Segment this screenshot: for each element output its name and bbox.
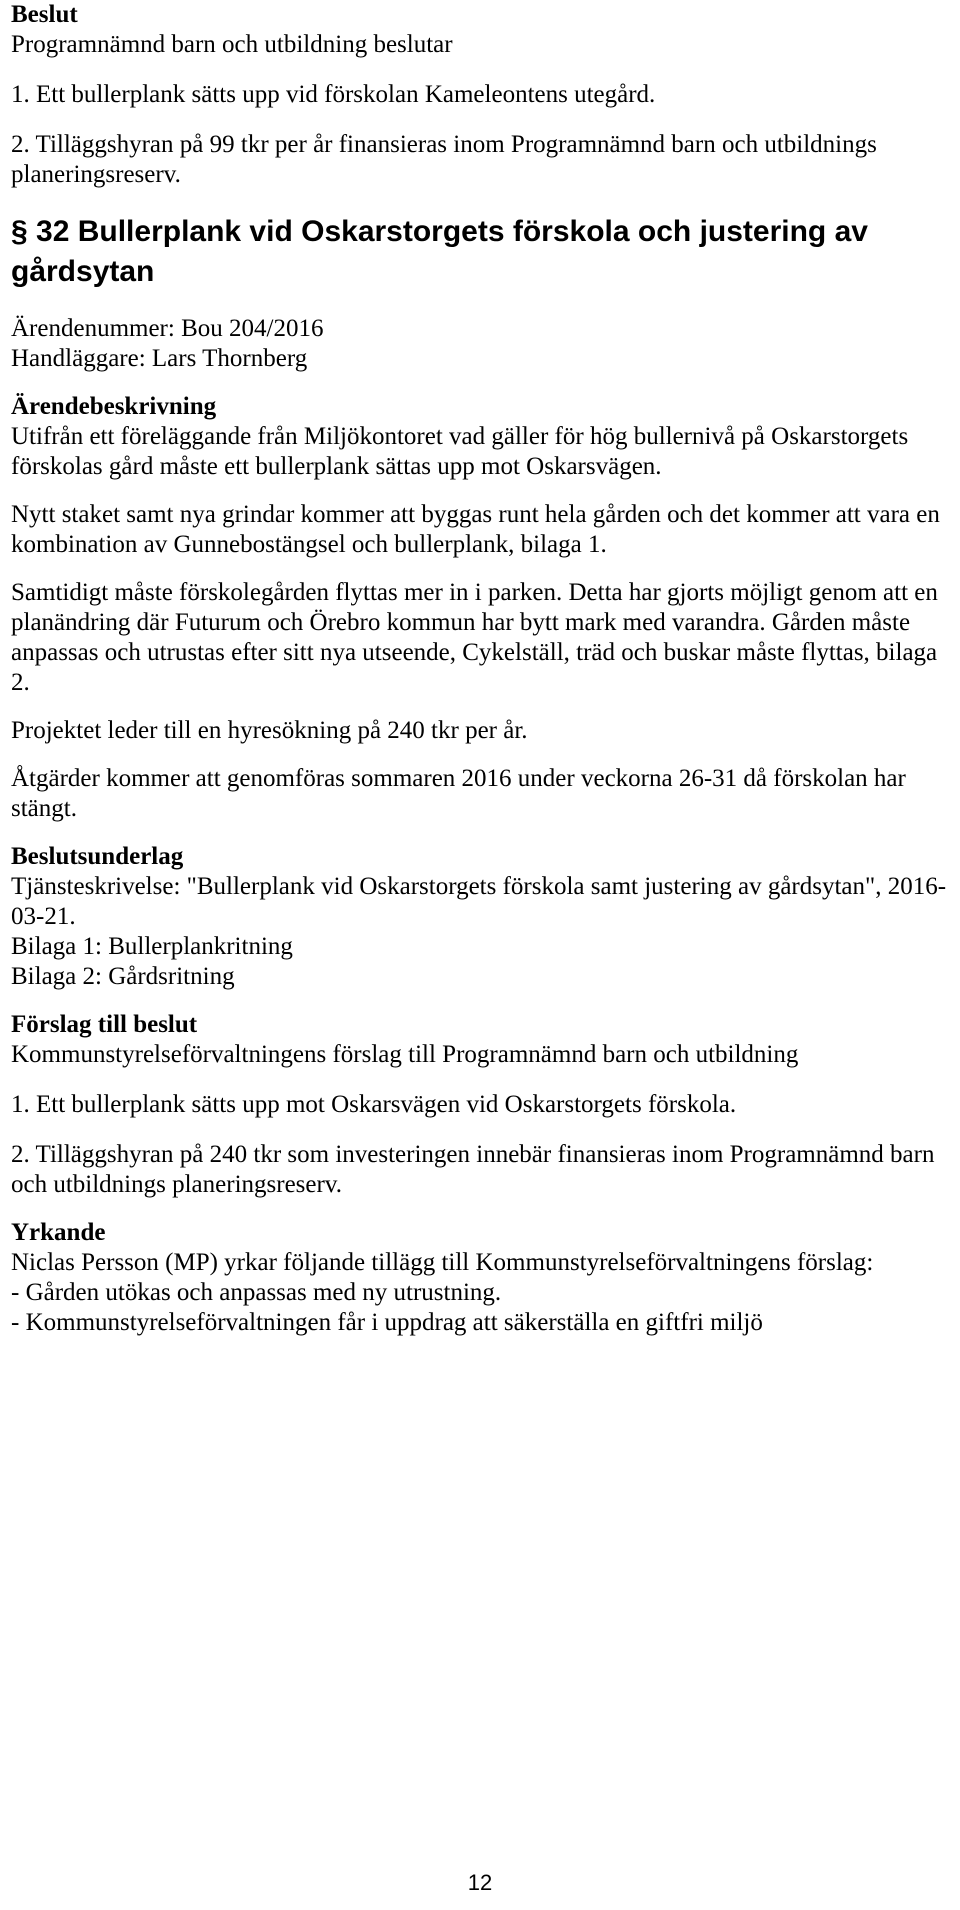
description-paragraph-5: Åtgärder kommer att genomföras sommaren 2016 under veckorna 26-31 då förskolan har stängt. bbox=[11, 765, 906, 822]
basis-line-3: Bilaga 2: Gårdsritning bbox=[11, 963, 235, 990]
description-paragraph-4: Projektet leder till en hyresökning på 240 tkr per år. bbox=[11, 717, 528, 744]
description-paragraph-3: Samtidigt måste förskolegården flyttas mer in i parken. Detta har gjorts möjligt genom att en planändring där Futurum och Örebro kommun har bytt mark med varandra. Gården måste anpassas och utrustas efter sitt nya utseende, Cykelställ, träd och buskar måste flyttas, bilaga 2. bbox=[11, 579, 938, 696]
case-handler: Handläggare: Lars Thornberg bbox=[11, 345, 308, 372]
description-paragraph-2: Nytt staket samt nya grindar kommer att byggas runt hela gården och det kommer att vara en kombination av Gunnebostängsel och bullerplank, bilaga 1. bbox=[11, 501, 940, 558]
case-meta bbox=[11, 314, 950, 374]
motion-item-1: - Gården utökas och anpassas med ny utrustning. bbox=[11, 1279, 502, 1306]
section-title: § 32 Bullerplank vid Oskarstorgets förskola och justering av gårdsytan bbox=[11, 215, 868, 288]
decision-item-1: 1. Ett bullerplank sätts upp vid förskolan Kameleontens utegård. bbox=[11, 81, 656, 108]
decision-item-2: 2. Tilläggshyran på 99 tkr per år finansieras inom Programnämnd barn och utbildnings planeringsreserv. bbox=[11, 131, 877, 188]
proposal-item-1: 1. Ett bullerplank sätts upp mot Oskarsvägen vid Oskarstorgets förskola. bbox=[11, 1091, 737, 1118]
motion-item-2: - Kommunstyrelseförvaltningen får i uppdrag att säkerställa en giftfri miljö bbox=[11, 1309, 763, 1336]
motion-intro: Niclas Persson (MP) yrkar följande tillägg till Kommunstyrelseförvaltningens förslag: bbox=[11, 1249, 874, 1276]
proposal-intro: Kommunstyrelseförvaltningens förslag till Programnämnd barn och utbildning bbox=[11, 1041, 799, 1068]
decision-intro: Programnämnd barn och utbildning beslutar bbox=[11, 31, 453, 58]
page-number: 12 bbox=[467, 1870, 493, 1895]
proposal-heading: Förslag till beslut bbox=[11, 1011, 198, 1038]
basis-line-2: Bilaga 1: Bullerplankritning bbox=[11, 933, 293, 960]
description-paragraph-1: Utifrån ett föreläggande från Miljökontoret vad gäller för hög bullernivå på Oskarstorgets förskolas gård måste ett bullerplank sättas upp mot Oskarsvägen. bbox=[11, 423, 909, 480]
basis-heading: Beslutsunderlag bbox=[11, 843, 184, 870]
case-number: Ärendenummer: Bou 204/2016 bbox=[11, 315, 324, 342]
description-heading: Ärendebeskrivning bbox=[11, 393, 217, 420]
basis-line-1: Tjänsteskrivelse: "Bullerplank vid Oskarstorgets förskola samt justering av gårdsytan", 2016-03-21. bbox=[11, 873, 947, 930]
motion-heading: Yrkande bbox=[11, 1219, 106, 1246]
proposal-item-2: 2. Tilläggshyran på 240 tkr som investeringen innebär finansieras inom Programnämnd barn och utbildnings planeringsreserv. bbox=[11, 1141, 935, 1198]
decision-heading: Beslut bbox=[11, 1, 78, 28]
